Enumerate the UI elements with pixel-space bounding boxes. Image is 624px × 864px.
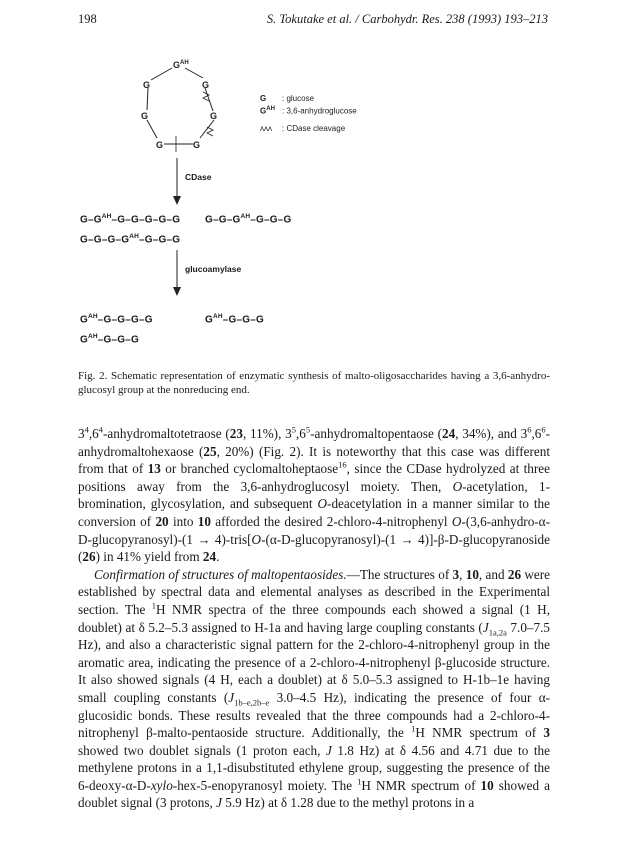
legend-cleavage bbox=[260, 124, 345, 133]
body-text bbox=[78, 425, 550, 812]
legend-key: G bbox=[260, 106, 267, 116]
legend-key: G bbox=[260, 94, 267, 103]
ring-node: G bbox=[156, 140, 164, 150]
product-chain: $G-G-G-G^{AH}-G-G-G$ bbox=[80, 233, 181, 246]
running-head: S. Tokutake et al. / Carbohydr. Res. 238 (1993) 193–213 bbox=[266, 12, 548, 26]
legend-glucose bbox=[260, 94, 314, 103]
final-product-chain: $G^{AH}-G-G-G-G$ bbox=[80, 313, 153, 326]
legend-desc: : glucose bbox=[282, 94, 315, 103]
paragraph-2: Confirmation of structures of maltopentaosides.—The structures of 3, 10, and 26 were established by spectral data and elemental analyses as described in the Experimental section. The $^1$H NMR spectra of the three compounds each showed a signal (1 H, doublet) at δ 5.2–5.3 assigned to H-1a and having large coupling constants ($J_{1a,2a}$ 7.0–7.5 Hz), and also a characteristic signal pattern for the 2-chloro-4-nitrophenyl group in the aromatic area, indicating the presence of a 2-chloro-4-nitrophenyl β-glucoside structure. It also showed signals (4 H, each a doublet) at δ 5.0–5.3 assigned to H-1b–1e having small coupling constants ($J_{1b-e,2b-e}$ 3.0–4.5 Hz), indicating the presence of four α-glucosidic bonds. These results revealed that the three compounds had a 2-chloro-4-nitrophenyl β-malto-pentaoside structure. Additionally, the $^1$H NMR spectrum of 3 showed two doublet signals (1 proton each, J 1.8 Hz) at δ 4.56 and 4.71 due to the methylene protons in a 1,1-disubstituted ethylene group, suggesting the presence of the 6-deoxy-α-D-xylo-hex-5-enopyranosyl moiety. The $^1$H NMR spectrum of 10 showed a doublet signal (3 protons, J 5.9 Hz) at δ 1.28 due to the methyl protons in a bbox=[78, 566, 550, 811]
section-heading: Confirmation of structures of maltopentaosides. bbox=[94, 566, 347, 582]
step-label-cdase: CDase bbox=[185, 172, 212, 182]
paragraph-1: $3^4,6^4$-anhydromaltotetraose (23, 11%), $3^5,6^5$-anhydromaltopentaose (24, 34%), and $3^6,6^6$-anhydromaltohexaose (25, 20%) (Fig. 2). It is noteworthy that this case was different from that of 13 or branched cyclomaltoheptaose$^{16}$, since the CDase hydrolyzed at three positions away from the 3,6-anhydroglucosyl moiety. Then, O-acetylation, 1-bromination, glycosylation, and subsequent O-deacetylation in a manner similar to the conversion of 20 into 10 afforded the desired 2-chloro-4-nitrophenyl O-(3,6-anhydro-α-D-glucopyranosyl)-(1 → 4)-tris[O-(α-D-glucopyranosyl)-(1 → 4)]-β-D-glucopyranoside (26) in 41% yield from 24. bbox=[78, 424, 550, 565]
page-number: 198 bbox=[78, 12, 97, 26]
product-chain: $G-G-G^{AH}-G-G-G$ bbox=[205, 213, 292, 226]
final-product-chain: $G^{AH}-G-G-G$ bbox=[80, 333, 140, 346]
legend-desc: : 3,6-anhydroglucose bbox=[282, 106, 357, 116]
ring-node: G bbox=[143, 80, 151, 90]
step-label-glucoamylase: glucoamylase bbox=[185, 264, 242, 274]
ring-node: G bbox=[210, 111, 218, 121]
legend-anhydroglucose bbox=[260, 106, 357, 116]
legend-desc: : CDase cleavage bbox=[282, 124, 346, 133]
cleavage-mark-icon: ᴧᴧᴧ bbox=[260, 124, 272, 133]
ring-node: G bbox=[141, 111, 149, 121]
ring-node-top: $G^{AH}$ bbox=[173, 60, 189, 70]
product-chain: $G-G^{AH}-G-G-G-G-G$ bbox=[80, 213, 181, 226]
legend-key-sup: AH bbox=[266, 106, 275, 112]
ring-node: G bbox=[193, 140, 201, 150]
reaction-scheme bbox=[0, 0, 624, 350]
final-product-chain: $G^{AH}-G-G-G$ bbox=[205, 313, 265, 326]
reaction-arrows bbox=[173, 158, 181, 296]
ring-node: G bbox=[202, 80, 210, 90]
figure-caption: Fig. 2. Schematic representation of enzymatic synthesis of malto-oligosaccharides having a 3,6-anhydro-glucosyl group at the nonreducing end. bbox=[78, 370, 550, 396]
